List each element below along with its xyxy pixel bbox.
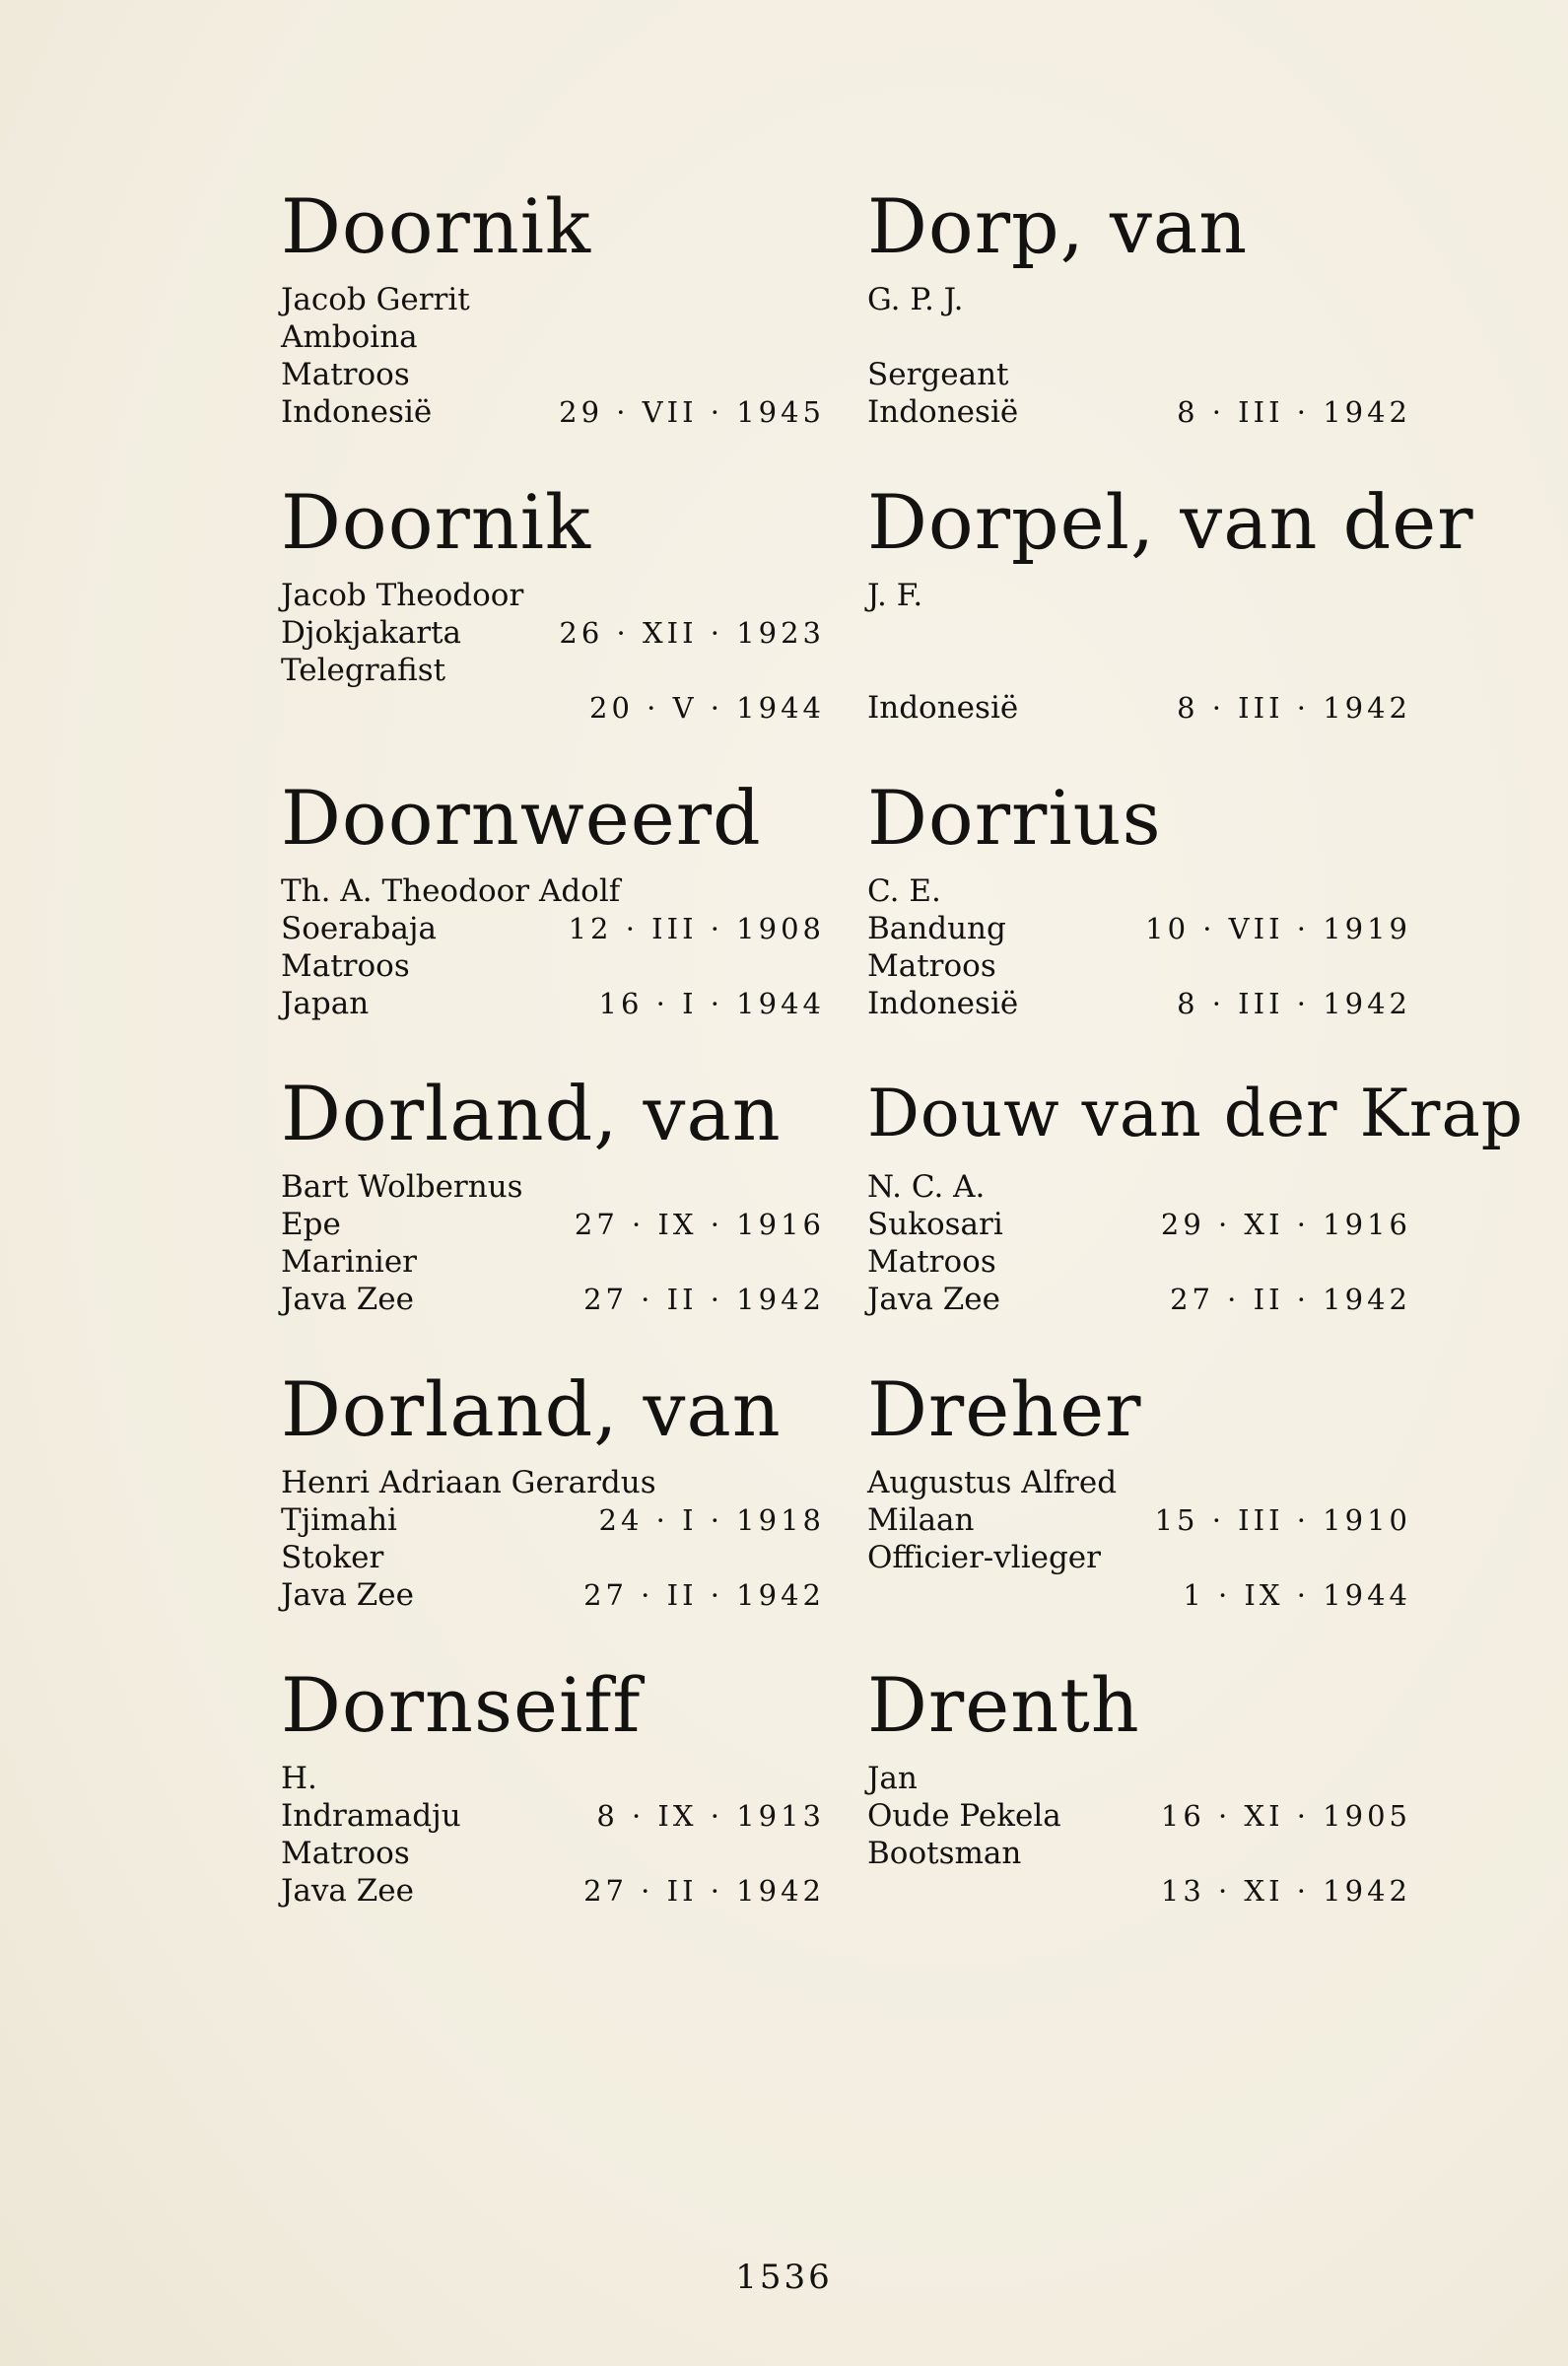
row-date: 27 · II · 1942 [583, 1874, 825, 1908]
surname: Dorp, van [867, 182, 1249, 270]
row-text: Matroos [281, 948, 410, 984]
row-date: 27 · IX · 1916 [574, 1208, 825, 1241]
row-date: 8 · III · 1942 [1177, 987, 1411, 1020]
entry-row [867, 281, 1411, 318]
entry-row [867, 614, 1411, 652]
row-date: 8 · III · 1942 [1177, 395, 1411, 429]
entry-row [867, 947, 1411, 985]
entry-row [867, 910, 1411, 947]
entry-row [281, 318, 825, 356]
entry-row [867, 1797, 1411, 1835]
entry-row [281, 872, 825, 910]
row-text: Soerabaja [281, 911, 437, 946]
surname: Dorland, van [281, 1070, 782, 1157]
row-date: 24 · I · 1918 [598, 1503, 825, 1537]
entry-row [867, 652, 1411, 689]
entry-row [867, 872, 1411, 910]
surname: Drenth [867, 1661, 1140, 1749]
entry-row [281, 1243, 825, 1281]
entry-row [281, 1281, 825, 1318]
right-column [867, 182, 1525, 1957]
row-text: Jacob Theodoor [281, 578, 524, 613]
row-text: Jan [867, 1761, 918, 1796]
row-text: Telegrafist [281, 653, 446, 688]
row-text: Bandung [867, 911, 1006, 946]
row-date: 10 · VII · 1919 [1145, 912, 1411, 945]
row-text: Matroos [281, 1836, 410, 1871]
row-date: 27 · II · 1942 [583, 1578, 825, 1612]
entry-row [281, 577, 825, 614]
entry-row [867, 1872, 1411, 1910]
entry-row [867, 1501, 1411, 1539]
row-text: Bart Wolbernus [281, 1169, 523, 1205]
row-date: 1 · IX · 1944 [1183, 1578, 1411, 1612]
entry [867, 182, 1411, 478]
entry-row [281, 652, 825, 689]
row-date: 20 · V · 1944 [589, 691, 825, 725]
row-date: 27 · II · 1942 [583, 1283, 825, 1316]
entry [281, 1365, 825, 1661]
row-text: Sukosari [867, 1207, 1003, 1242]
entry-row [867, 1539, 1411, 1576]
row-text: Marinier [281, 1244, 418, 1280]
entry-row [867, 1206, 1411, 1243]
row-text: Tjimahi [281, 1502, 397, 1538]
entry-row [867, 1464, 1411, 1501]
row-date: 29 · VII · 1945 [559, 395, 825, 429]
row-date: 16 · XI · 1905 [1160, 1799, 1411, 1833]
entry-row [281, 1501, 825, 1539]
row-text: Indonesië [281, 394, 433, 430]
entry-row [867, 1835, 1411, 1872]
entry-row [867, 318, 1411, 356]
row-text: Indonesië [867, 394, 1019, 430]
row-text: Jacob Gerrit [281, 282, 470, 317]
row-text: J. F. [867, 578, 923, 613]
row-date: 8 · III · 1942 [1177, 691, 1411, 725]
entry-row [281, 1464, 825, 1501]
row-text: Japan [281, 986, 370, 1021]
row-date: 8 · IX · 1913 [596, 1799, 825, 1833]
row-text: Milaan [867, 1502, 975, 1538]
surname: Dorpel, van der [867, 478, 1474, 566]
entry-row [281, 356, 825, 393]
entry-row [867, 1243, 1411, 1281]
entry [281, 1661, 825, 1957]
surname: Doornik [281, 182, 592, 270]
entry [867, 478, 1474, 774]
entry-row [867, 393, 1411, 431]
row-text: Matroos [281, 357, 410, 392]
entry-row [281, 614, 825, 652]
entry-row [281, 281, 825, 318]
row-text: C. E. [867, 873, 941, 909]
row-text: Officier-vlieger [867, 1540, 1101, 1575]
row-date: 15 · III · 1910 [1154, 1503, 1411, 1537]
row-text: Epe [281, 1207, 341, 1242]
row-text: Amboina [281, 319, 418, 355]
row-date: 16 · I · 1944 [598, 987, 825, 1020]
entry-row [281, 689, 825, 727]
left-column [281, 182, 825, 1957]
entry-row [281, 1206, 825, 1243]
row-date: 12 · III · 1908 [568, 912, 825, 945]
row-text: Henri Adriaan Gerardus [281, 1465, 656, 1500]
row-text: Sergeant [867, 357, 1009, 392]
entry-row [281, 1797, 825, 1835]
surname: Doornweerd [281, 774, 762, 862]
row-text: Oude Pekela [867, 1798, 1061, 1834]
entry-row [281, 393, 825, 431]
entry-row [867, 689, 1411, 727]
row-text: Augustus Alfred [867, 1465, 1118, 1500]
entry [281, 774, 825, 1070]
entry [867, 1661, 1411, 1957]
row-text: Matroos [867, 1244, 996, 1280]
row-text: Stoker [281, 1540, 384, 1575]
row-text: Java Zee [867, 1282, 1000, 1317]
surname: Dorrius [867, 774, 1162, 862]
entry-row [867, 577, 1411, 614]
entry-row [281, 910, 825, 947]
row-date: 13 · XI · 1942 [1160, 1874, 1411, 1908]
row-text: H. [281, 1761, 317, 1796]
entry-row [867, 1168, 1411, 1206]
entry-row [867, 1281, 1411, 1318]
row-text: Bootsman [867, 1836, 1022, 1871]
row-date: 29 · XI · 1916 [1160, 1208, 1411, 1241]
entry [281, 1070, 825, 1365]
entry-row [281, 1168, 825, 1206]
surname: Douw van der Krap [867, 1076, 1525, 1151]
surname: Dornseiff [281, 1661, 642, 1749]
entry [867, 774, 1411, 1070]
row-date: 26 · XII · 1923 [559, 616, 825, 650]
row-text: Java Zee [281, 1282, 414, 1317]
entry-row [867, 356, 1411, 393]
row-text: G. P. J. [867, 282, 964, 317]
surname: Doornik [281, 478, 592, 566]
entry [867, 1365, 1411, 1661]
row-text: Java Zee [281, 1577, 414, 1613]
entry-row [281, 1760, 825, 1797]
entry [281, 478, 825, 774]
entry-row [281, 1576, 825, 1614]
row-text: Th. A. Theodoor Adolf [281, 873, 621, 909]
entry-row [281, 1872, 825, 1910]
row-text: N. C. A. [867, 1169, 986, 1205]
entry-row [281, 1539, 825, 1576]
row-text: Java Zee [281, 1873, 414, 1909]
surname: Dorland, van [281, 1365, 782, 1453]
entry-row [281, 985, 825, 1022]
row-text: Matroos [867, 948, 996, 984]
entry-row [281, 947, 825, 985]
row-date: 27 · II · 1942 [1170, 1283, 1411, 1316]
row-text: Indramadju [281, 1798, 461, 1834]
page-number: 1536 [735, 2258, 833, 2297]
surname: Dreher [867, 1365, 1142, 1453]
row-text: Indonesië [867, 690, 1019, 726]
entry [867, 1070, 1525, 1365]
entry [281, 182, 825, 478]
entry-row [867, 1576, 1411, 1614]
row-text: Djokjakarta [281, 615, 462, 651]
entry-row [867, 1760, 1411, 1797]
row-text: Indonesië [867, 986, 1019, 1021]
entry-row [867, 985, 1411, 1022]
entry-row [281, 1835, 825, 1872]
